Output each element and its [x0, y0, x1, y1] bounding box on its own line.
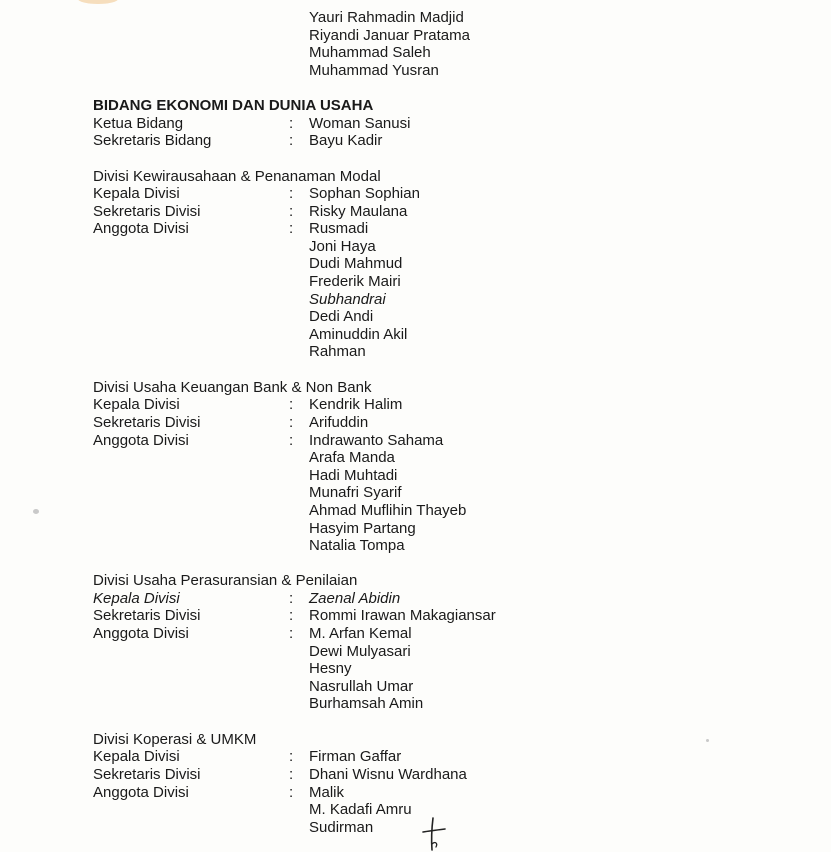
division-title: Divisi Usaha Perasuransian & Penilaian [93, 572, 358, 589]
colon: : [289, 220, 294, 237]
member-name: Malik [309, 784, 345, 801]
member-name: Burhamsah Amin [309, 695, 424, 712]
member-name: Aminuddin Akil [309, 326, 408, 343]
colon: : [289, 185, 294, 202]
ketua-bidang-name: Woman Sanusi [309, 115, 411, 132]
role-label: Sekretaris Divisi [93, 414, 201, 431]
colon: : [289, 748, 294, 765]
member-name: Frederik Mairi [309, 273, 401, 290]
colon: : [289, 784, 294, 801]
kepala-divisi-name: Kendrik Halim [309, 396, 403, 413]
member-name: Indrawanto Sahama [309, 432, 444, 449]
scan-speck [706, 739, 709, 742]
role-label: Sekretaris Divisi [93, 607, 201, 624]
member-name: Natalia Tompa [309, 537, 405, 554]
member-name: M. Kadafi Amru [309, 801, 412, 818]
member-name: Yauri Rahmadin Madjid [309, 9, 464, 26]
member-name: Riyandi Januar Pratama [309, 27, 470, 44]
colon: : [289, 396, 294, 413]
scan-smudge [78, 0, 118, 4]
member-name: Dewi Mulyasari [309, 643, 411, 660]
colon: : [289, 607, 294, 624]
member-name: Sudirman [309, 819, 374, 836]
division-title: Divisi Koperasi & UMKM [93, 731, 257, 748]
member-name: Hasyim Partang [309, 520, 416, 537]
role-label: Kepala Divisi [93, 748, 180, 765]
member-name: M. Arfan Kemal [309, 625, 412, 642]
member-name: Muhammad Saleh [309, 44, 431, 61]
role-label: Anggota Divisi [93, 432, 189, 449]
member-name: Rusmadi [309, 220, 369, 237]
handwritten-initial-mark [420, 816, 448, 852]
member-name: Ahmad Muflihin Thayeb [309, 502, 467, 519]
kepala-divisi-name: Sophan Sophian [309, 185, 420, 202]
role-label: Anggota Divisi [93, 220, 189, 237]
member-name: Hadi Muhtadi [309, 467, 398, 484]
kepala-divisi-name: Zaenal Abidin [309, 590, 401, 607]
colon: : [289, 203, 294, 220]
colon: : [289, 590, 294, 607]
section-heading: BIDANG EKONOMI DAN DUNIA USAHA [93, 97, 374, 114]
role-label: Kepala Divisi [93, 590, 180, 607]
member-name: Arafa Manda [309, 449, 395, 466]
sekretaris-divisi-name: Dhani Wisnu Wardhana [309, 766, 467, 783]
kepala-divisi-name: Firman Gaffar [309, 748, 402, 765]
role-label: Ketua Bidang [93, 115, 184, 132]
colon: : [289, 766, 294, 783]
member-name: Joni Haya [309, 238, 376, 255]
colon: : [289, 625, 294, 642]
member-name: Muhammad Yusran [309, 62, 439, 79]
colon: : [289, 115, 294, 132]
role-label: Sekretaris Divisi [93, 203, 201, 220]
sekretaris-divisi-name: Arifuddin [309, 414, 369, 431]
scan-speck [33, 509, 39, 514]
division-title: Divisi Usaha Keuangan Bank & Non Bank [93, 379, 372, 396]
sekretaris-bidang-name: Bayu Kadir [309, 132, 383, 149]
colon: : [289, 132, 294, 149]
member-name: Hesny [309, 660, 352, 677]
role-label: Sekretaris Bidang [93, 132, 212, 149]
sekretaris-divisi-name: Rommi Irawan Makagiansar [309, 607, 496, 624]
member-name: Subhandrai [309, 291, 386, 308]
colon: : [289, 432, 294, 449]
member-name: Nasrullah Umar [309, 678, 414, 695]
role-label: Anggota Divisi [93, 625, 189, 642]
colon: : [289, 414, 294, 431]
member-name: Dedi Andi [309, 308, 374, 325]
role-label: Sekretaris Divisi [93, 766, 201, 783]
sekretaris-divisi-name: Risky Maulana [309, 203, 408, 220]
member-name: Munafri Syarif [309, 484, 402, 501]
role-label: Anggota Divisi [93, 784, 189, 801]
role-label: Kepala Divisi [93, 185, 180, 202]
role-label: Kepala Divisi [93, 396, 180, 413]
member-name: Rahman [309, 343, 366, 360]
division-title: Divisi Kewirausahaan & Penanaman Modal [93, 168, 381, 185]
member-name: Dudi Mahmud [309, 255, 403, 272]
